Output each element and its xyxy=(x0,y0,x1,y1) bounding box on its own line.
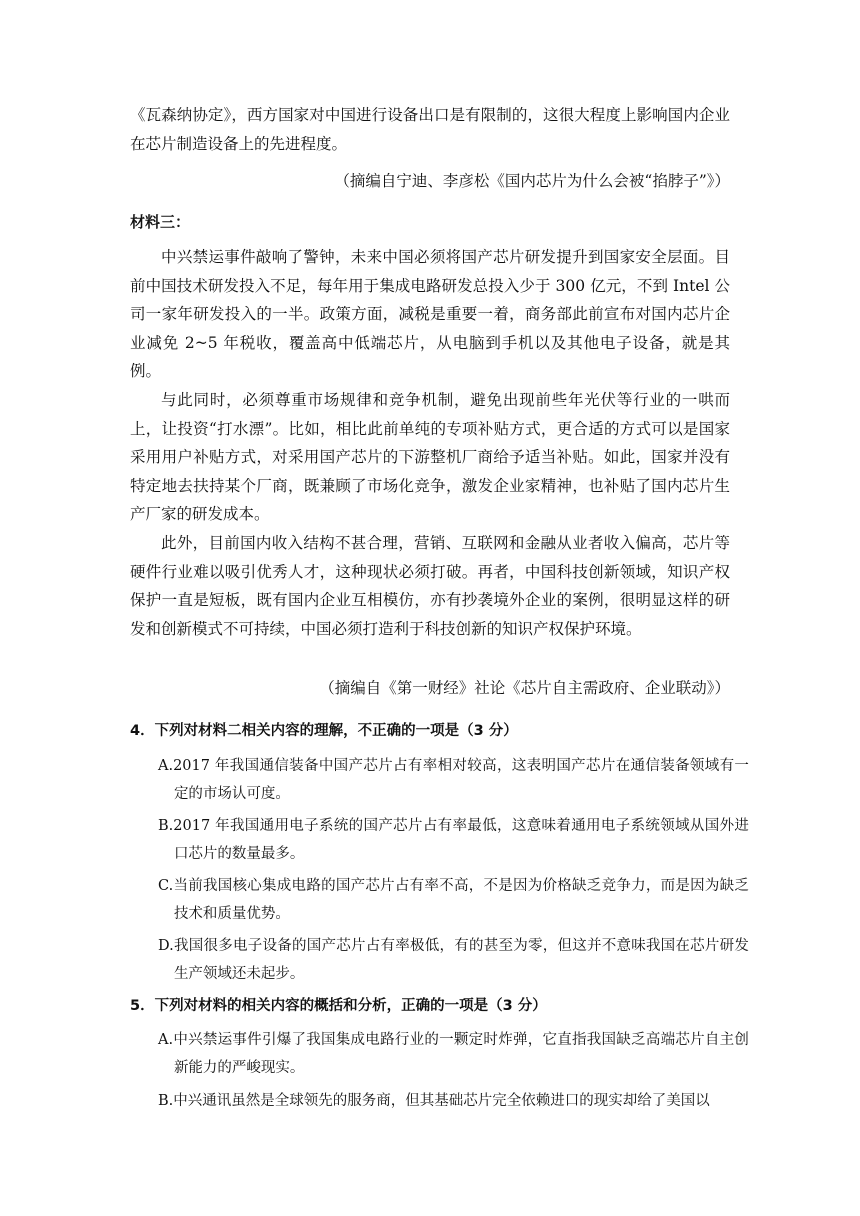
question-5-option-a: A.中兴禁运事件引爆了我国集成电路行业的一颗定时炸弹，它直指我国缺乏高端芯片自主创新能力的严峻现实。 xyxy=(158,1032,749,1076)
material2-tail-paragraph: 《瓦森纳协定》，西方国家对中国进行设备出口是有限制的，这很大程度上影响国内企业在芯片制造设备上的先进程度。 xyxy=(130,106,730,153)
question-4-option-c: C.当前我国核心集成电路的国产芯片占有率不高，不是因为价格缺乏竞争力，而是因为缺乏技术和质量优势。 xyxy=(158,878,749,922)
question-4-option-d: D.我国很多电子设备的国产芯片占有率极低，有的甚至为零，但这并不意味我国在芯片研发生产领域还未起步。 xyxy=(158,938,749,982)
material3-paragraph-3: 此外，目前国内收入结构不甚合理，营销、互联网和金融从业者收入偏高，芯片等硬件行业难以吸引优秀人才，这种现状必须打破。再者，中国科技创新领域，知识产权保护一直是短板，既有国内企业互相模仿，亦有抄袭境外企业的案例，很明显这样的研发和创新模式不可持续，中国必须打造利于科技创新的知识产权保护环境。 xyxy=(130,534,730,638)
question-4-stem: 4．下列对材料二相关内容的理解，不正确的一项是（3 分） xyxy=(130,723,518,739)
question-4-option-a: A.2017 年我国通信装备中国产芯片占有率相对较高，这表明国产芯片在通信装备领域有一定的市场认可度。 xyxy=(158,758,749,802)
question-5-stem: 5．下列对材料的相关内容的概括和分析，正确的一项是（3 分） xyxy=(130,998,547,1014)
material3-label: 材料三： xyxy=(130,213,191,231)
question-5-option-b: B.中兴通讯虽然是全球领先的服务商，但其基础芯片完全依赖进口的现实却给了美国以 xyxy=(158,1093,710,1109)
material2-source: （摘编自宁迪、李彦松《国内芯片为什么会被“掐脖子”》） xyxy=(334,172,730,190)
material3-source: （摘编自《第一财经》社论《芯片自主需政府、企业联动》） xyxy=(319,679,730,697)
material3-paragraph-2: 与此同时，必须尊重市场规律和竞争机制，避免出现前些年光伏等行业的一哄而上，让投资“打水漂”。比如，相比此前单纯的专项补贴方式，更合适的方式可以是国家采用用户补贴方式，对采用国产芯片的下游整机厂商给予适当补贴。如此，国家并没有特定地去扶持某个厂商，既兼顾了市场化竞争，激发企业家精神，也补贴了国内芯片生产厂家的研发成本。 xyxy=(130,391,730,524)
material3-paragraph-1: 中兴禁运事件敲响了警钟，未来中国必须将国产芯片研发提升到国家安全层面。目前中国技术研发投入不足，每年用于集成电路研发总投入少于 300 亿元，不到 Intel 公司一家年研发投入的一半。政策方面，减税是重要一着，商务部此前宣布对国内芯片企业减免 2~5 年税收，覆盖高中低端芯片，从电脑到手机以及其他电子设备，就是其例。 xyxy=(130,248,730,381)
question-4-option-b: B.2017 年我国通用电子系统的国产芯片占有率最低，这意味着通用电子系统领域从国外进口芯片的数量最多。 xyxy=(158,818,749,862)
